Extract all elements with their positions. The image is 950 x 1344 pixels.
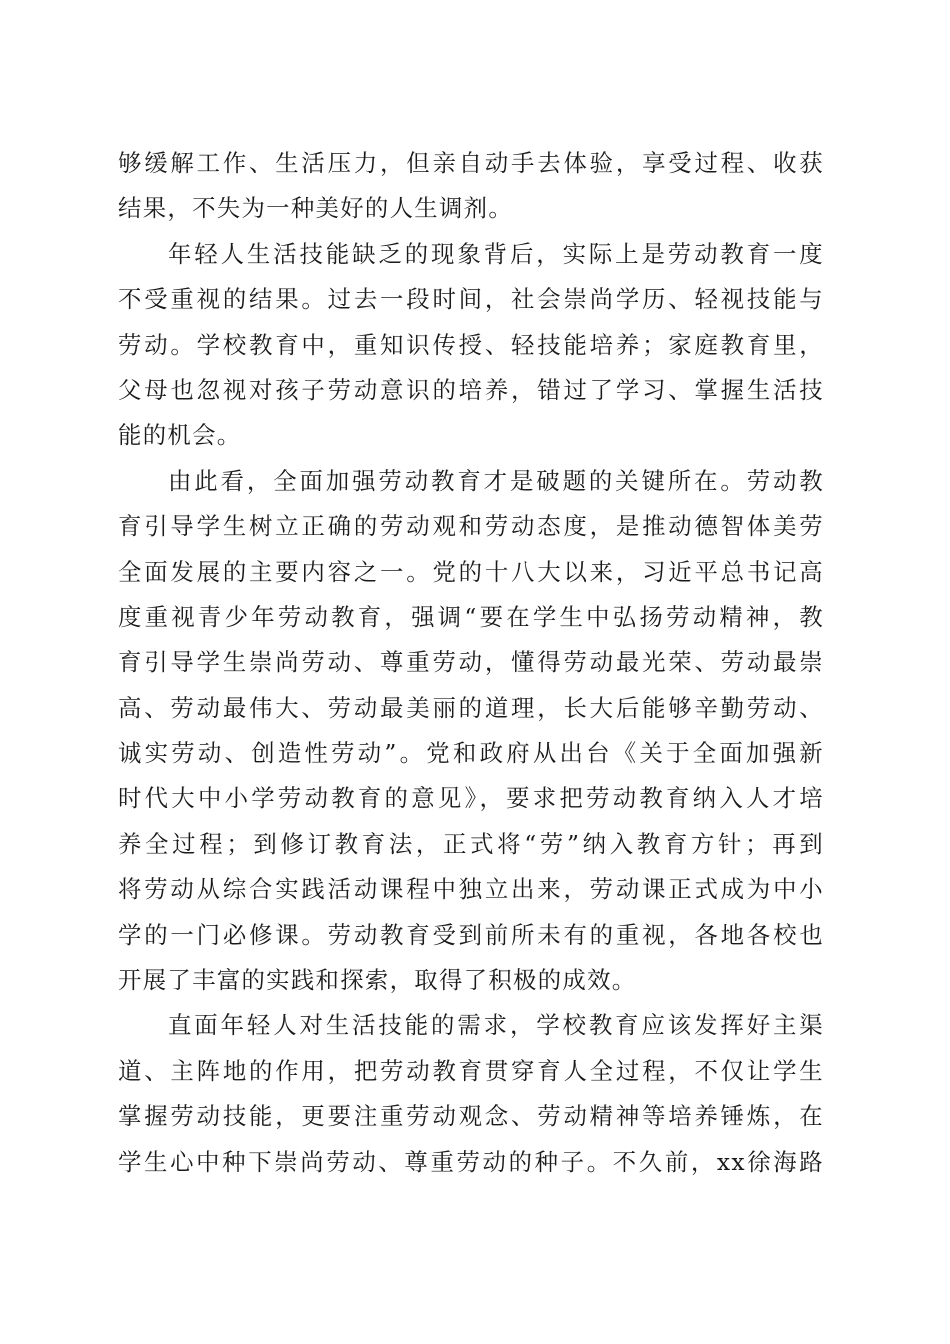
paragraph	[118, 141, 824, 232]
text-line: 诚实劳动、创造性劳动”。党和政府从出台《关于全面加强新	[118, 739, 824, 768]
text-line: 能的机会。	[118, 421, 242, 450]
text-line: 育引导学生树立正确的劳动观和劳动态度，是推动德智体美劳	[118, 512, 824, 541]
text-line: 结果，不失为一种美好的人生调剂。	[118, 194, 514, 223]
text-line: 养全过程；到修订教育法，正式将“劳”纳入教育方针；再到	[118, 829, 824, 858]
text-line: 够缓解工作、生活压力，但亲自动手去体验，享受过程、收获	[118, 149, 824, 177]
text-line: 学的一门必修课。劳动教育受到前所未有的重视，各地各校也	[118, 920, 824, 949]
text-line: 不受重视的结果。过去一段时间，社会崇尚学历、轻视技能与	[118, 285, 824, 314]
text-line: 掌握劳动技能，更要注重劳动观念、劳动精神等培养锤炼，在	[118, 1102, 824, 1131]
paragraph	[118, 232, 824, 459]
paragraph	[118, 459, 824, 1004]
document-body	[118, 141, 824, 1185]
text-line: 开展了丰富的实践和探索，取得了积极的成效。	[118, 966, 637, 995]
text-line: 度重视青少年劳动教育，强调“要在学生中弘扬劳动精神，教	[118, 602, 824, 631]
text-line: 劳动。学校教育中，重知识传授、轻技能培养；家庭教育里，	[118, 330, 824, 359]
text-line: 时代大中小学劳动教育的意见》，要求把劳动教育纳入人才培	[118, 784, 824, 813]
text-line: 育引导学生崇尚劳动、尊重劳动，懂得劳动最光荣、劳动最崇	[118, 648, 824, 677]
text-line: 道、主阵地的作用，把劳动教育贯穿育人全过程，不仅让学生	[118, 1056, 824, 1085]
text-line: 学生心中种下崇尚劳动、尊重劳动的种子。不久前，xx徐海路	[118, 1147, 824, 1176]
paragraph	[118, 1003, 824, 1185]
text-line: 父母也忽视对孩子劳动意识的培养，错过了学习、掌握生活技	[118, 375, 824, 404]
text-line: 年轻人生活技能缺乏的现象背后，实际上是劳动教育一度	[168, 239, 824, 268]
text-line: 高、劳动最伟大、劳动最美丽的道理，长大后能够辛勤劳动、	[118, 693, 824, 722]
text-line: 直面年轻人对生活技能的需求，学校教育应该发挥好主渠	[168, 1011, 824, 1040]
text-line: 将劳动从综合实践活动课程中独立出来，劳动课正式成为中小	[118, 875, 824, 904]
text-line: 全面发展的主要内容之一。党的十八大以来，习近平总书记高	[118, 557, 824, 586]
text-line: 由此看，全面加强劳动教育才是破题的关键所在。劳动教	[168, 466, 824, 495]
